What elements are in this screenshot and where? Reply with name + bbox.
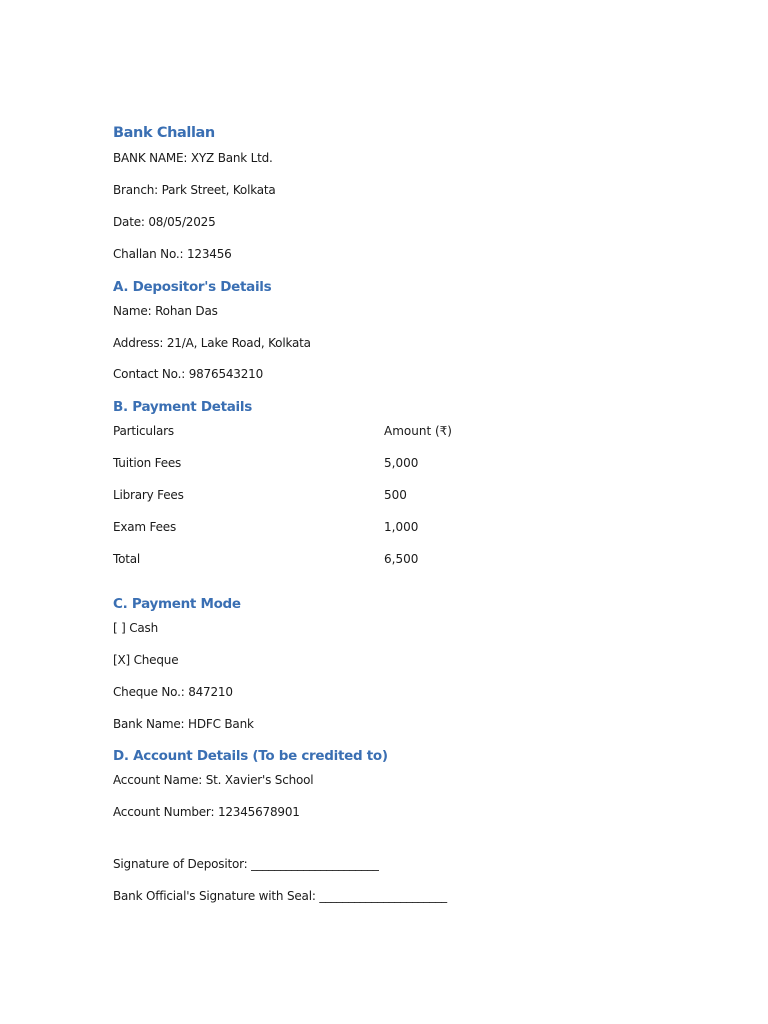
payment-col-particulars: Particulars bbox=[113, 424, 174, 438]
payment-row-amount: 1,000 bbox=[384, 520, 419, 534]
account-name-line bbox=[113, 772, 313, 788]
payment-row-amount: 5,000 bbox=[384, 456, 419, 470]
account-number-value: 12345678901 bbox=[217, 805, 300, 819]
depositor-signature-blank: ______________________ bbox=[251, 857, 379, 871]
challan-document bbox=[113, 0, 673, 1024]
account-number-label: Account Number: bbox=[113, 805, 215, 819]
bank-name-value: XYZ Bank Ltd. bbox=[190, 151, 273, 165]
cheque-bank-value: HDFC Bank bbox=[188, 717, 254, 731]
mode-cheque-option: [X] Cheque bbox=[113, 653, 179, 667]
payment-col-amount: Amount (₹) bbox=[384, 424, 452, 438]
cheque-bank-line bbox=[113, 716, 254, 732]
depositor-contact-line bbox=[113, 366, 263, 382]
mode-heading: C. Payment Mode bbox=[113, 596, 241, 612]
branch-line bbox=[113, 182, 276, 198]
account-name-value: St. Xavier's School bbox=[205, 773, 314, 787]
payment-total-label: Total bbox=[113, 552, 141, 566]
cheque-number-value: 847210 bbox=[188, 685, 233, 699]
payment-row-particular: Tuition Fees bbox=[113, 456, 182, 470]
challan-number-label: Challan No.: bbox=[113, 247, 184, 261]
branch-value: Park Street, Kolkata bbox=[161, 183, 276, 197]
depositor-name-line bbox=[113, 303, 218, 319]
depositor-signature-label: Signature of Depositor: bbox=[113, 857, 248, 871]
account-heading: D. Account Details (To be credited to) bbox=[113, 748, 388, 764]
payment-heading: B. Payment Details bbox=[113, 399, 252, 415]
depositor-address-label: Address: bbox=[113, 336, 164, 350]
depositor-name-value: Rohan Das bbox=[155, 304, 218, 318]
date-label: Date: bbox=[113, 215, 145, 229]
official-signature-blank: ______________________ bbox=[319, 889, 447, 903]
cheque-number-label: Cheque No.: bbox=[113, 685, 185, 699]
challan-number-value: 123456 bbox=[186, 247, 232, 261]
branch-label: Branch: bbox=[113, 183, 158, 197]
cheque-number-line bbox=[113, 684, 233, 700]
payment-row-particular: Library Fees bbox=[113, 488, 184, 502]
date-line bbox=[113, 214, 216, 230]
bank-name-label: BANK NAME: bbox=[113, 151, 188, 165]
payment-row-particular: Exam Fees bbox=[113, 520, 177, 534]
account-number-line bbox=[113, 804, 300, 820]
depositor-address-value: 21/A, Lake Road, Kolkata bbox=[166, 336, 311, 350]
cheque-bank-label: Bank Name: bbox=[113, 717, 185, 731]
document-title: Bank Challan bbox=[113, 125, 215, 141]
challan-number-line bbox=[113, 246, 232, 262]
payment-total-amount: 6,500 bbox=[384, 552, 419, 566]
account-name-label: Account Name: bbox=[113, 773, 203, 787]
depositor-contact-value: 9876543210 bbox=[188, 367, 264, 381]
depositor-contact-label: Contact No.: bbox=[113, 367, 186, 381]
mode-cash-option: [ ] Cash bbox=[113, 621, 158, 635]
depositor-signature-line bbox=[113, 856, 379, 872]
depositor-name-label: Name: bbox=[113, 304, 152, 318]
payment-row-amount: 500 bbox=[384, 488, 407, 502]
date-value: 08/05/2025 bbox=[148, 215, 216, 229]
official-signature-label: Bank Official's Signature with Seal: bbox=[113, 889, 316, 903]
depositor-heading: A. Depositor's Details bbox=[113, 279, 272, 295]
bank-name-line bbox=[113, 150, 273, 166]
depositor-address-line bbox=[113, 335, 311, 351]
official-signature-line bbox=[113, 888, 447, 904]
